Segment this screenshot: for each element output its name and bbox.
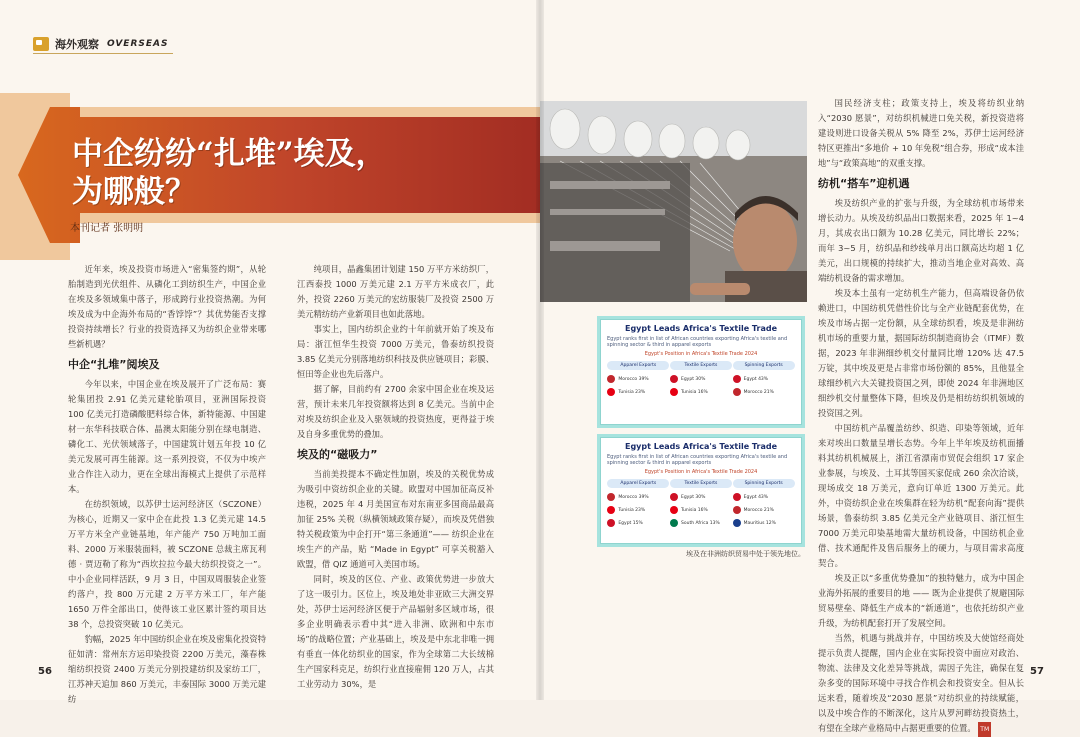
body-paragraph: 纯项目，晶鑫集团计划建 150 万平方米纺织厂，江西泰投 1000 万美元建 2.1 万平方米成衣厂，此外，投资 2260 万美元的宏纺服装厂及投资 2500 万美元精纺纺产业新项目也如此落地。 — [297, 264, 494, 319]
section-divider — [33, 53, 173, 54]
section-title-cn: 海外观察 — [55, 38, 99, 51]
country-name: Morocco — [743, 507, 763, 513]
article-title — [72, 135, 387, 211]
body-paragraph: 同时，埃及的区位、产业、政策优势进一步放大了这一吸引力。区位上，埃及地处非亚欧三大洲交界处，苏伊士运河经济区便于产品辐射多区域市场，很多企业明确表示看中其“进入非洲、欧洲和中东市场”的战略位置；产业基础上，埃及是中东北非唯一拥有垂直一体化纺织业的国家，作为全球第二大长绒棉生产国家科克足，纺织行业直接雇佣 120 万人，占其工业劳动力 30%，是 — [297, 574, 494, 689]
body-paragraph: 据了解，目前约有 2700 余家中国企业在埃及运营，预计未来几年投资额将达到 8 亿美元。当前中企对埃及纺织企业及入驱领域的投资热度，更得益于埃及自身多重优势的叠加。 — [297, 384, 494, 439]
country-name: Tunisia — [680, 507, 697, 513]
country-share: 43% — [758, 494, 769, 500]
subheading-3: 纺机“搭车”迎机遇 — [818, 177, 910, 190]
body-paragraph: 事实上，国内纺织企业约十年前就开始了埃及布局：浙江恒华生投资 7000 万美元，鲁泰纺织投资 3.85 亿美元分别落地纺织科技及供应链项目；彩膜、恒田等企业也先后落户。 — [297, 324, 494, 379]
flag-icon — [607, 493, 615, 501]
body-paragraph: 埃及本土虽有一定纺机生产能力，但高端设备仍依赖进口，中国纺机凭借性价比与全产业链配套优势，在埃及市场占据一定份额，从全球纺织看，埃及是非洲纺机市场的重要力量，据国际纺织制造商协会（ITMF）数据，2023 年非洲细纱机交付量同比增 120% 达 47.5 万锭，其中埃及更是占非常市场份额的 85%，且他显全球细纱机六大关键投资国之列，即使 2024 年非洲地区细纱机交付量整体下降，但埃及仍是相纺纺织机领域的投资国之列。 — [818, 288, 1024, 418]
article-title-line2: 为哪般？ — [72, 174, 196, 210]
country-row — [733, 493, 795, 501]
country-share: 16% — [697, 507, 708, 513]
body-paragraph: 国民经济支柱；政策支持上，埃及将纺织业纳入“2030 愿景”，对纺织机械进口免关税，新投资造将建设则进口设备关税从 5% 降至 2%，苏伊士运河经济特区更推出“多地价 + 10 年免税”组合券，形成“成本洼地”与“政策高地”的双重支撑。 — [818, 98, 1024, 168]
country-name: Morocco — [743, 389, 763, 395]
country-share: 30% — [695, 494, 706, 500]
body-paragraph: 埃及正以“多重优势叠加”的独特魅力，成为中国企业海外拓展的重要目的地 —— 既为企业提供了规避国际贸易壁垒、降低生产成本的“新通道”，也依托纺织产业升级，为纺机配套打开了发展空间。 — [818, 573, 1024, 628]
country-name: Egypt — [743, 376, 757, 382]
country-name: Tunisia — [680, 389, 697, 395]
body-paragraph: 中国纺机产品覆盖纺纱、织造、印染等领域，近年来对埃出口数量呈增长态势。今年上半年埃及纺机面播料其纺机机械展上，浙江省漂南市贸促会组织 17 家企业参展，与埃及、土耳其等国买家促成 260 余次洽谈，现场成交 18 万美元，意向订单近 1300 万美元。此外，中资纺织企业在埃集群在轻为纺机“配套向海”提供场景，鲁泰纺织 3.85 亿美元全产业链项目、浙江恒生 7000 万美元印染基地需大量纺机设备，中国纺机企业借、技术通配件及售后服务上的硬力，与项目需求高度契合。 — [818, 423, 1024, 568]
country-row — [607, 388, 669, 396]
infographic-title: Egypt Leads Africa's Textile Trade — [624, 442, 777, 451]
country-row — [607, 519, 669, 527]
infographic-subtitle: Egypt ranks first in list of African countries exporting Africa's textile and spinning sector & third in apparel exports — [607, 336, 788, 348]
body-paragraph: 埃及纺织产业的扩张与升级，为全球纺机市场带来增长动力。从埃及纺织品出口数据来看，2025 年 1~4 月，其成衣出口额为 10.28 亿美元，同比增长 22%；而年 3~5 月，纺织品和纱线单月出口额高达均超 1 亿美元，出口规模的持续扩大，推动当地企业对高效、高端纺机设备的需求增加。 — [818, 198, 1024, 283]
closing-paragraph: 当然，机遇与挑战并存，中国纺埃及大使馆经商处提示负责人提醒，国内企业在实际投资中面应对政治、物流、法律及文化差异等挑战，需因子先注，确保在复杂多变的国际环境中寻找合作机会和投资安全。但从长远来看，随着埃及“2030 愿景”对纺织业的持续赋能，以及中埃合作的不断深化，这片从罗河畔纺投资热土，有望在全球产业格局中占据更重要的位置。 — [818, 633, 1024, 733]
country-row — [607, 493, 669, 501]
infographic-cell — [607, 361, 669, 396]
body-paragraph — [818, 631, 1024, 737]
country-share: 23% — [635, 389, 646, 395]
country-row — [670, 388, 732, 396]
body-paragraph: 在纺织领域，以苏伊士运河经济区（SCZONE）为核心，近期又一家中企在此投 1.3 亿美元建 14.5 万平方米全产业链基地，年产能产 750 万吨加工面料、2000 万米服装面料，被 SCZONE 总裁主席瓦利德 · 贾迈勒了称为“西坎拉拉今最大纺织投资之一”。中小企业同样活跃，9 月 3 日，中国双周服装企业签约落户，投 800 万元建 2 万平方米工厂，年产能 1650 万件全部出口，使得该工业区累计签约项目达 38 个，总投资突破 10 亿美元。 — [68, 499, 266, 629]
infographic-subheading: Egypt's Position in Africa's Textile Trade 2024 — [644, 351, 758, 357]
country-row — [733, 375, 795, 383]
country-row — [607, 506, 669, 514]
section-logo-icon — [33, 37, 49, 51]
category-badge: Textile Exports — [670, 479, 732, 488]
country-name: Mauritius — [743, 520, 765, 526]
country-name: South Africa — [680, 520, 709, 526]
body-paragraph: 当前美投提本不确定性加剧，埃及的关税优势成为吸引中资纺织企业的关键。欧盟对中国加征高反补违税，2025 年 4 月美国宣布对东南亚多国商品最高加征 25% 关税（纵横领域政策存疑），而埃及凭借独特关税政策为中企打开“第三条通道”—— 纺织企业在埃生产的产品，贴 “Made in Egypt” 可享关税豁入欧盟，借 QIZ 通道可入美国市场。 — [297, 469, 494, 569]
flag-icon — [670, 375, 678, 383]
section-title-en: OVERSEAS — [107, 39, 169, 49]
left-column-1 — [68, 262, 266, 707]
country-share: 39% — [638, 494, 649, 500]
country-row — [733, 519, 795, 527]
page-number-left: 56 — [38, 666, 52, 677]
country-share: 23% — [635, 507, 646, 513]
flag-icon — [733, 493, 741, 501]
infographic-cell — [733, 361, 795, 396]
infographic-grid — [601, 361, 801, 396]
country-row — [670, 506, 732, 514]
country-name: Egypt — [618, 520, 632, 526]
infographic-subheading: Egypt's Position in Africa's Textile Trade 2024 — [644, 469, 758, 475]
country-share: 30% — [695, 376, 706, 382]
country-share: 21% — [763, 507, 774, 513]
country-row — [607, 375, 669, 383]
country-share: 13% — [709, 520, 720, 526]
country-name: Tunisia — [618, 389, 634, 395]
end-mark: TM — [978, 722, 991, 737]
infographic-cell — [607, 479, 669, 527]
flag-icon — [733, 388, 741, 396]
flag-icon — [607, 506, 615, 514]
country-share: 39% — [638, 376, 649, 382]
country-name: Egypt — [680, 494, 694, 500]
flag-icon — [607, 375, 615, 383]
country-share: 12% — [765, 520, 776, 526]
flag-icon — [670, 506, 678, 514]
infographic-grid — [601, 479, 801, 527]
textile-worker-image — [540, 101, 807, 302]
country-row — [670, 519, 732, 527]
right-column-1 — [818, 96, 1024, 737]
infographic-cell — [670, 479, 732, 527]
country-name: Morocco — [618, 494, 638, 500]
country-share: 15% — [632, 520, 643, 526]
infographic-cell — [670, 361, 732, 396]
flag-icon — [670, 493, 678, 501]
infographic-subtitle: Egypt ranks first in list of African countries exporting Africa's textile and spinning sector & third in apparel exports — [607, 454, 788, 466]
subheading-2: 埃及的“磁吸力” — [297, 448, 378, 461]
photo-caption: 埃及在非洲纺织贸易中处于领先地位。 — [686, 550, 805, 558]
infographic-title: Egypt Leads Africa's Textile Trade — [624, 324, 777, 333]
textile-factory-photo — [540, 101, 807, 302]
country-share: 16% — [697, 389, 708, 395]
left-column-2 — [297, 262, 494, 692]
article-title-line1: 中企纷纷“扎堆”埃及， — [72, 136, 387, 172]
category-badge: Spinning Exports — [733, 361, 795, 370]
country-row — [733, 506, 795, 514]
category-badge: Textile Exports — [670, 361, 732, 370]
flag-icon — [607, 519, 615, 527]
flag-icon — [670, 519, 678, 527]
category-badge: Spinning Exports — [733, 479, 795, 488]
flag-icon — [733, 519, 741, 527]
article-author: 本刊记者 张明明 — [70, 223, 144, 234]
section-header — [33, 36, 168, 52]
infographic-egypt-textile-1 — [600, 319, 802, 425]
country-name: Tunisia — [618, 507, 634, 513]
flag-icon — [733, 375, 741, 383]
country-share: 43% — [758, 376, 769, 382]
category-badge: Apparel Exports — [607, 361, 669, 370]
country-row — [670, 375, 732, 383]
country-name: Egypt — [743, 494, 757, 500]
lead-paragraph: 近年来，埃及投资市场进入“密集签约期”，从轮胎制造到光伏组件、从磷化工到纺织生产，中国企业在埃及多领域集中落子，形成跨行业投资热潮。为何埃及成为中企海外布局的“香饽饽”？其优势能否支撑投资持续增长？行业的投资选择又为纺织企业带来哪些新机遇？ — [68, 264, 266, 349]
flag-icon — [607, 388, 615, 396]
spread-gutter — [536, 0, 544, 700]
flag-icon — [733, 506, 741, 514]
category-badge: Apparel Exports — [607, 479, 669, 488]
flag-icon — [670, 388, 678, 396]
body-paragraph: 今年以来，中国企业在埃及展开了广泛布局：赛轮集团投 2.91 亿美元建轮胎项目，亚洲国际投资 100 亿美元打造磷酸肥料综合体，新特能源、中国建材一东华科技联合体、晶澳太阳能分别在绿电制造、磷化工、光伏领域落子，中国建筑计划五年投 10 亿美元发展可再生能源。这一系列投资，不仅为中埃产业合作注入动力，更在全球出海模式上提供了示范样本。 — [68, 379, 266, 494]
country-row — [733, 388, 795, 396]
country-name: Egypt — [680, 376, 694, 382]
body-paragraph: 豹幅，2025 年中国纺织企业在埃及密集化投资特征如清：常州东方运印染投资 2200 万美元，藻春株缩纺织投资 2400 万美元分别投建纺织及家纺工厂，江苏神天追加 860 万美元，丰泰国际 3000 万美元建纺 — [68, 634, 266, 704]
infographic-egypt-textile-2 — [600, 437, 802, 544]
country-name: Morocco — [618, 376, 638, 382]
infographic-cell — [733, 479, 795, 527]
page-number-right: 57 — [1030, 666, 1044, 677]
country-row — [670, 493, 732, 501]
subheading-1: 中企“扎堆”阅埃及 — [68, 358, 160, 371]
country-share: 21% — [763, 389, 774, 395]
